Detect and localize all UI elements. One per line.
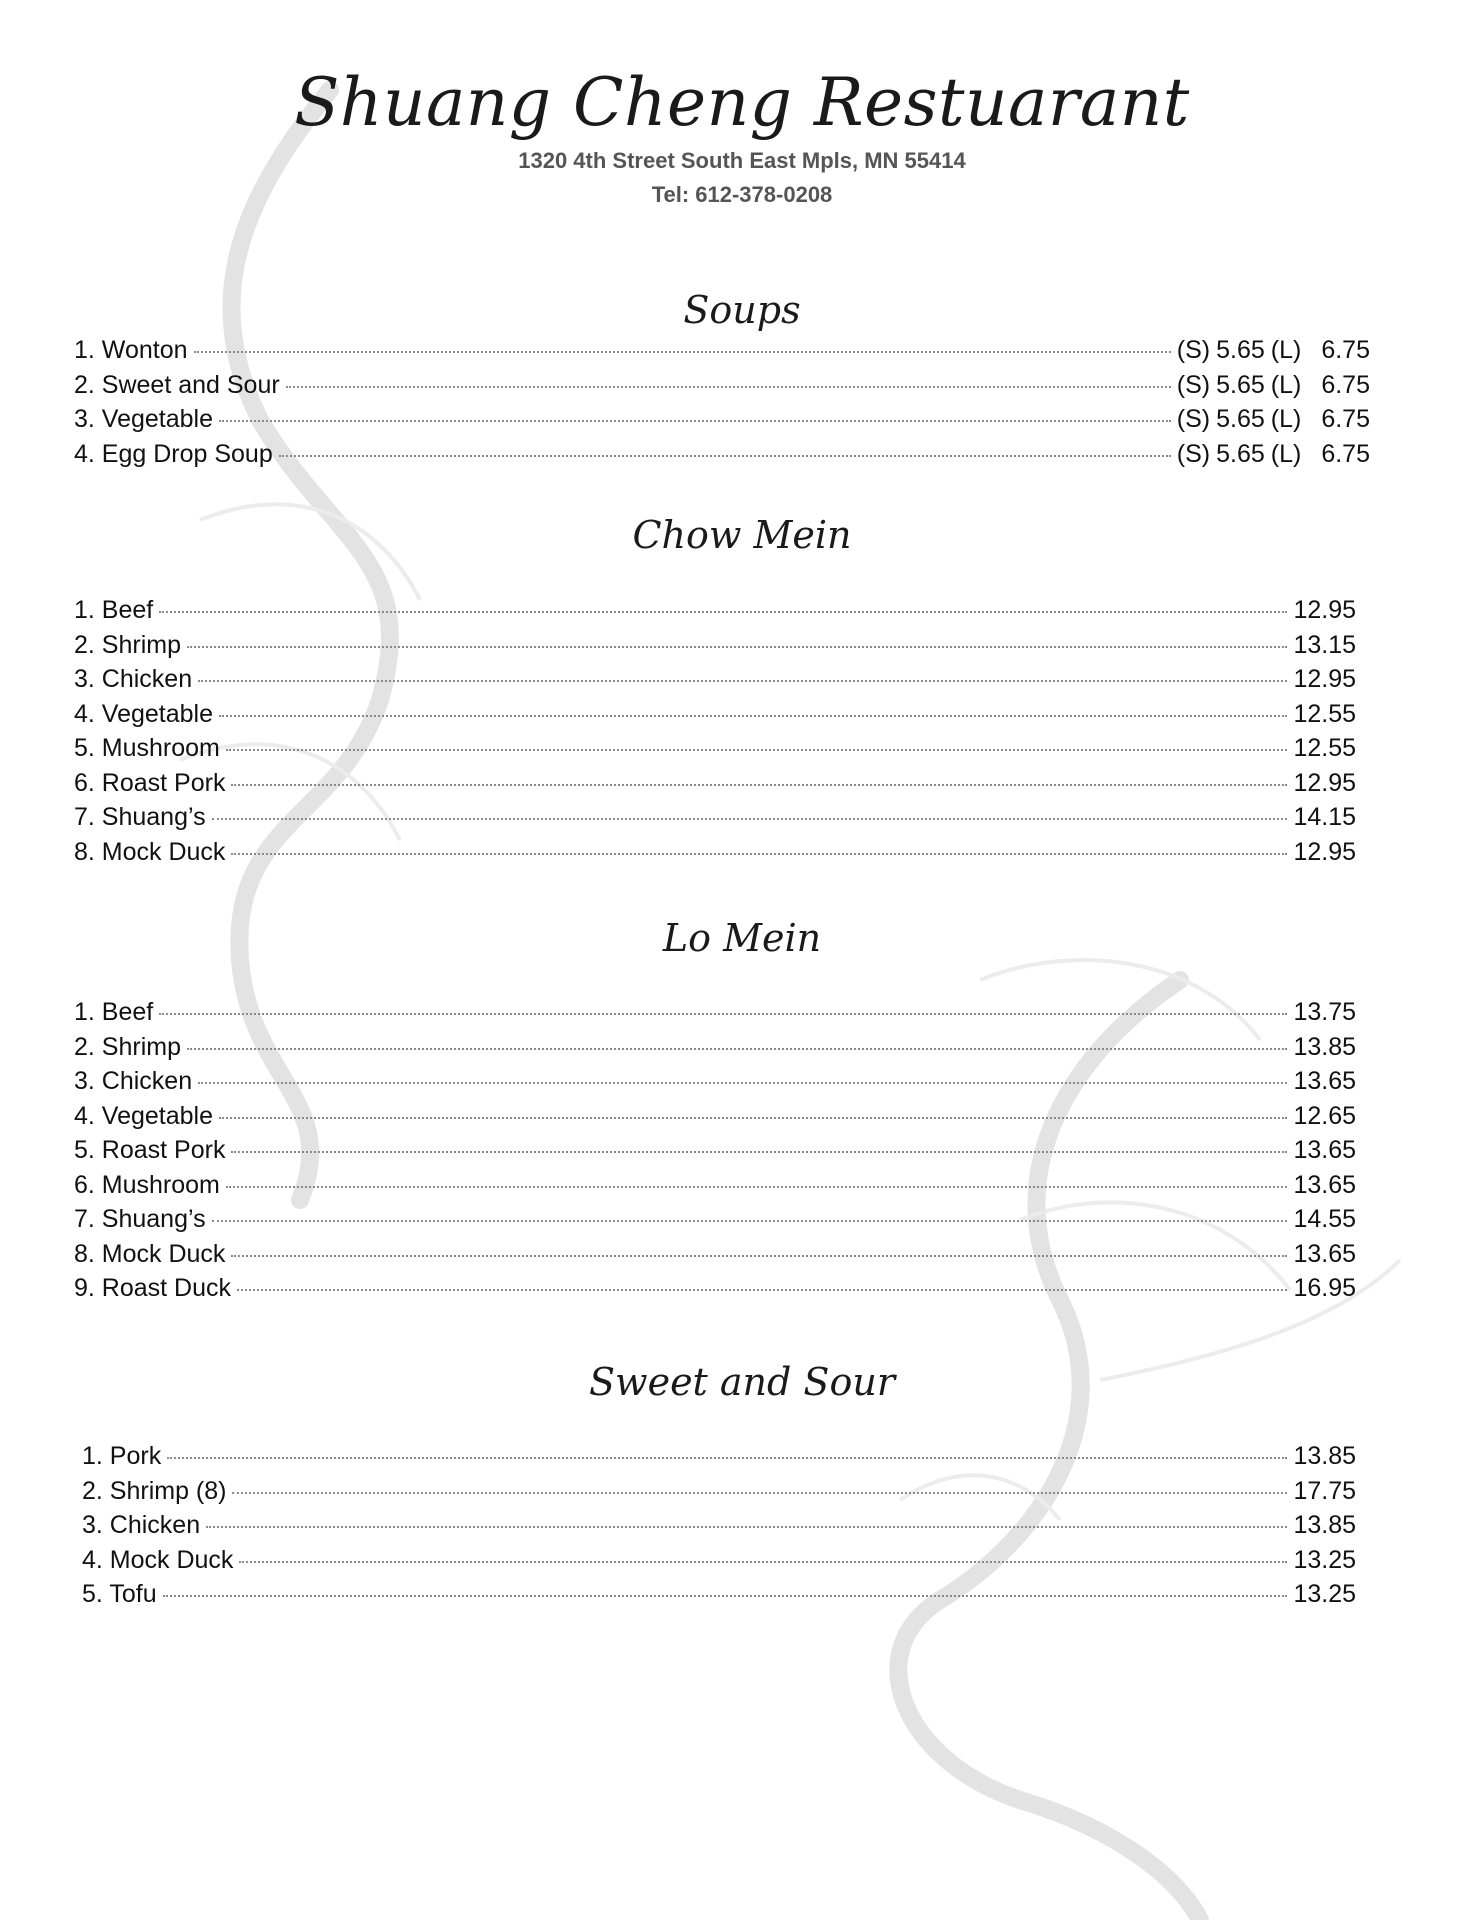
item-name: 2. Shrimp xyxy=(74,1032,181,1061)
list-item xyxy=(74,1102,1356,1137)
dot-leader xyxy=(187,1048,1287,1050)
list-item xyxy=(74,1205,1356,1240)
item-price: 13.15 xyxy=(1293,630,1356,659)
dot-leader xyxy=(194,351,1171,353)
item-name: 3. Chicken xyxy=(74,665,193,693)
item-price: 13.65 xyxy=(1293,1067,1356,1095)
item-name: 4. Mock Duck xyxy=(82,1545,234,1574)
dot-leader xyxy=(212,1220,1288,1222)
dot-leader xyxy=(226,749,1288,751)
item-price: 13.75 xyxy=(1293,998,1356,1026)
list-item xyxy=(74,1274,1356,1309)
item-name: 6. Roast Pork xyxy=(74,768,226,797)
item-name: 3. Chicken xyxy=(74,1067,193,1095)
dot-leader xyxy=(159,1013,1287,1015)
item-name: 3. Chicken xyxy=(82,1511,201,1539)
item-price: 12.95 xyxy=(1293,837,1356,866)
item-name: 6. Mushroom xyxy=(74,1170,220,1199)
dot-leader xyxy=(219,1117,1287,1119)
large-label: (L) xyxy=(1270,336,1302,364)
item-name: 9. Roast Duck xyxy=(74,1274,232,1302)
list-item xyxy=(74,1240,1356,1275)
item-price xyxy=(1177,371,1370,400)
dot-leader xyxy=(212,818,1288,820)
item-price: 14.15 xyxy=(1293,803,1356,831)
item-name: 2. Shrimp (8) xyxy=(82,1476,227,1505)
item-name: 5. Roast Pork xyxy=(74,1136,226,1164)
list-item xyxy=(74,665,1356,700)
item-price: 16.95 xyxy=(1293,1274,1356,1302)
item-name: 4. Egg Drop Soup xyxy=(74,439,273,468)
item-price: 12.55 xyxy=(1293,699,1356,728)
lo-mein-list xyxy=(74,998,1356,1309)
item-name: 5. Tofu xyxy=(82,1580,157,1608)
dot-leader xyxy=(187,646,1287,648)
item-name: 8. Mock Duck xyxy=(74,837,226,866)
list-item xyxy=(74,769,1356,804)
small-label: (S) xyxy=(1176,336,1211,364)
item-name: 7. Shuang’s xyxy=(74,1205,206,1233)
list-item xyxy=(74,803,1356,838)
list-item xyxy=(74,1171,1356,1206)
item-price: 12.55 xyxy=(1293,734,1356,762)
list-item xyxy=(82,1442,1356,1477)
item-price: 12.95 xyxy=(1293,768,1356,797)
list-item xyxy=(74,1067,1356,1102)
item-price: 14.55 xyxy=(1293,1205,1356,1233)
large-price: 6.75 xyxy=(1321,405,1370,433)
large-price: 6.75 xyxy=(1321,370,1370,399)
item-name: 1. Pork xyxy=(82,1442,162,1470)
item-name: 4. Vegetable xyxy=(74,699,214,728)
dot-leader xyxy=(237,1289,1287,1291)
item-name: 1. Beef xyxy=(74,596,154,624)
dot-leader xyxy=(226,1186,1288,1188)
section-title-soups: Soups xyxy=(683,288,801,332)
item-price: 17.75 xyxy=(1293,1476,1356,1505)
section-title-sweet-and-sour: Sweet and Sour xyxy=(589,1360,895,1404)
small-price: 5.65 xyxy=(1216,370,1265,399)
dot-leader xyxy=(232,1492,1287,1494)
list-item xyxy=(74,596,1356,631)
dot-leader xyxy=(286,386,1171,388)
sweet-and-sour-list xyxy=(82,1442,1356,1615)
item-name: 2. Sweet and Sour xyxy=(74,370,280,399)
dot-leader xyxy=(219,715,1287,717)
item-name: 2. Shrimp xyxy=(74,630,181,659)
item-name: 4. Vegetable xyxy=(74,1101,214,1130)
restaurant-title: Shuang Cheng Restuarant xyxy=(294,64,1190,141)
list-item xyxy=(74,405,1370,440)
large-price: 6.75 xyxy=(1321,439,1370,468)
item-price: 13.25 xyxy=(1293,1580,1356,1608)
chow-mein-list xyxy=(74,596,1356,872)
list-item xyxy=(74,1136,1356,1171)
list-item xyxy=(82,1546,1356,1581)
dot-leader xyxy=(163,1595,1288,1597)
list-item xyxy=(74,631,1356,666)
dot-leader xyxy=(198,1082,1287,1084)
item-price: 13.25 xyxy=(1293,1545,1356,1574)
dot-leader xyxy=(198,680,1287,682)
item-name: 7. Shuang’s xyxy=(74,803,206,831)
list-item xyxy=(74,371,1370,406)
list-item xyxy=(82,1477,1356,1512)
large-label: (L) xyxy=(1270,405,1302,433)
dot-leader xyxy=(219,420,1171,422)
item-price: 12.95 xyxy=(1293,596,1356,624)
large-price: 6.75 xyxy=(1321,336,1370,364)
list-item xyxy=(74,336,1370,371)
dot-leader xyxy=(231,853,1287,855)
item-name: 1. Beef xyxy=(74,998,154,1026)
item-price: 13.65 xyxy=(1293,1239,1356,1268)
dot-leader xyxy=(239,1561,1287,1563)
restaurant-header xyxy=(0,62,1484,212)
item-price xyxy=(1177,405,1370,434)
item-name: 8. Mock Duck xyxy=(74,1239,226,1268)
section-title-lo-mein: Lo Mein xyxy=(662,916,822,960)
list-item xyxy=(74,700,1356,735)
list-item xyxy=(82,1511,1356,1546)
item-price: 13.65 xyxy=(1293,1170,1356,1199)
list-item xyxy=(74,838,1356,873)
list-item xyxy=(74,998,1356,1033)
small-price: 5.65 xyxy=(1216,439,1265,468)
item-name: 3. Vegetable xyxy=(74,405,214,433)
item-price: 12.95 xyxy=(1293,665,1356,693)
restaurant-address: 1320 4th Street South East Mpls, MN 55414 xyxy=(518,148,966,173)
list-item xyxy=(74,1033,1356,1068)
restaurant-phone: Tel: 612-378-0208 xyxy=(651,182,833,207)
item-price: 13.85 xyxy=(1293,1032,1356,1061)
small-label: (S) xyxy=(1176,405,1211,433)
small-label: (S) xyxy=(1176,370,1211,399)
item-price: 13.85 xyxy=(1293,1442,1356,1470)
section-title-chow-mein: Chow Mein xyxy=(632,513,852,557)
item-name: 1. Wonton xyxy=(74,336,188,364)
large-label: (L) xyxy=(1270,439,1302,468)
list-item xyxy=(82,1580,1356,1615)
soups-list xyxy=(74,336,1370,474)
item-price xyxy=(1177,440,1370,469)
dot-leader xyxy=(159,611,1287,613)
list-item xyxy=(74,734,1356,769)
dot-leader xyxy=(167,1457,1287,1459)
item-price xyxy=(1177,336,1370,365)
dot-leader xyxy=(206,1526,1287,1528)
small-price: 5.65 xyxy=(1216,405,1265,433)
item-price: 13.65 xyxy=(1293,1136,1356,1164)
dot-leader xyxy=(231,784,1287,786)
small-label: (S) xyxy=(1176,439,1211,468)
item-name: 5. Mushroom xyxy=(74,734,220,762)
small-price: 5.65 xyxy=(1216,336,1265,364)
dot-leader xyxy=(231,1255,1287,1257)
item-price: 13.85 xyxy=(1293,1511,1356,1539)
list-item xyxy=(74,440,1370,475)
item-price: 12.65 xyxy=(1293,1101,1356,1130)
large-label: (L) xyxy=(1270,370,1302,399)
dot-leader xyxy=(279,455,1171,457)
dot-leader xyxy=(231,1151,1287,1153)
